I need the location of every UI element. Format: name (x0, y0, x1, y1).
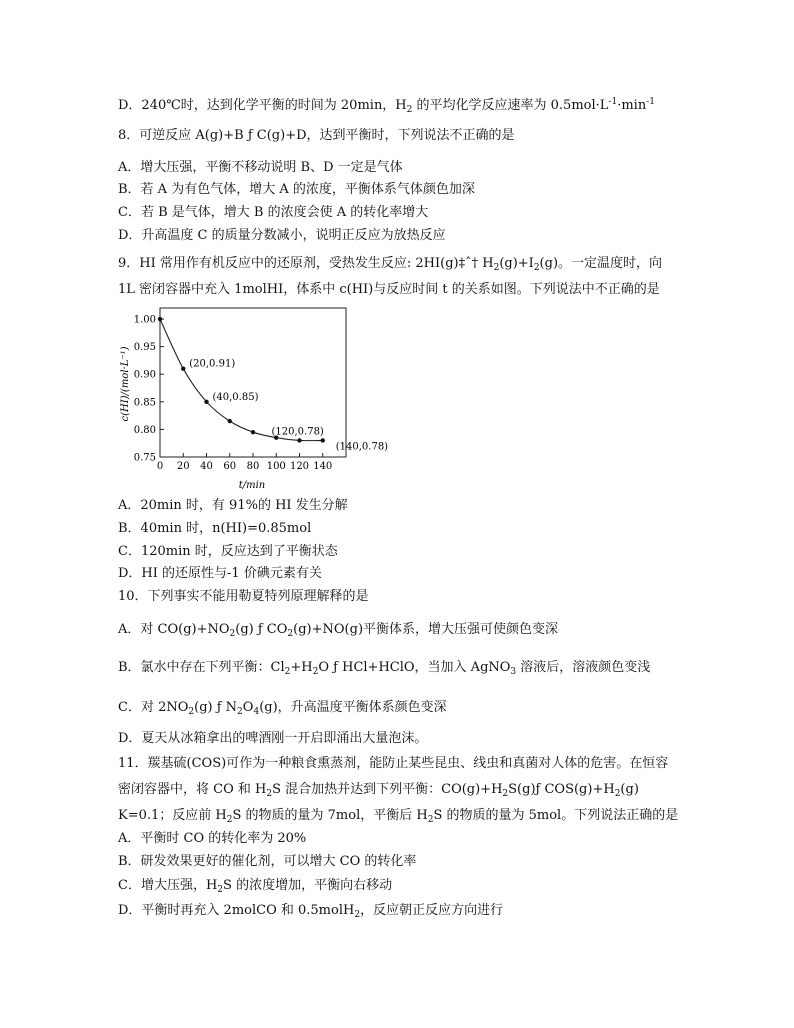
text: O ƒ HCl+HClO，当加入 AgNO (318, 660, 511, 675)
x-tick-label: 140 (313, 461, 333, 472)
x-tick-label: 40 (200, 461, 213, 472)
point-annotation: (40,0.85) (212, 391, 259, 403)
text: 的平均化学反应速率为 0.5mol·L (412, 98, 609, 113)
x-tick-label: 20 (176, 461, 190, 472)
text: 溶液后，溶液颜色变浅 (516, 660, 651, 675)
sub: 2 (217, 885, 224, 895)
data-point (204, 400, 208, 404)
option-d-240 (118, 94, 655, 118)
sub: 2 (427, 815, 434, 825)
sub: 2 (229, 629, 236, 639)
data-point (181, 367, 185, 371)
question-8: 8．可逆反应 A(g)+B ƒ C(g)+D，达到平衡时，下列说法不正确的是 (118, 128, 515, 143)
q8-option-c: C．若 B 是气体，增大 B 的浓度会使 A 的转化率增大 (118, 205, 429, 220)
text: 9．HI 常用作有机反应中的还原剂，受热发生反应: 2HI(g)‡ˆ† H (118, 256, 494, 271)
question-11-line2 (118, 782, 639, 802)
text: S 的物质的量为 7mol，平衡后 H (232, 808, 428, 823)
data-point (297, 438, 301, 442)
q10-option-c (118, 700, 447, 720)
sub: 2 (406, 105, 413, 115)
q9-option-d: D．HI 的还原性与-1 价碘元素有关 (118, 566, 322, 581)
y-tick-label: 0.90 (133, 369, 156, 381)
q8-option-d: D．升高温度 C 的质量分数减小，说明正反应为放热反应 (118, 228, 446, 243)
text: ·min (617, 98, 647, 113)
y-tick-label: 0.95 (133, 342, 156, 354)
y-tick-label: 0.75 (133, 452, 156, 464)
sub: 2 (312, 667, 319, 677)
text: O (242, 700, 254, 715)
x-tick-label: 0 (156, 461, 164, 472)
text: D．240℃时，达到化学平衡的时间为 20min，H (118, 98, 407, 113)
data-point (321, 438, 325, 442)
y-tick-label: 0.80 (133, 424, 156, 436)
q11-option-b: B．研发效果更好的催化剂，可以增大 CO 的转化率 (118, 854, 417, 869)
text: (g) ƒ CO (235, 622, 288, 637)
text: (g)，升高温度平衡体系颜色变深 (259, 700, 447, 715)
text: (g) (620, 782, 639, 797)
text: (g) ƒ N (194, 700, 238, 715)
text: (g)。一定温度时，向 (539, 256, 663, 271)
text: C．对 2NO (118, 700, 189, 715)
text: S(g)ƒ COS(g)+H (508, 782, 615, 797)
text: +H (290, 660, 313, 675)
point-annotation: (20,0.91) (189, 358, 236, 370)
text: A．对 CO(g)+NO (118, 622, 230, 637)
text: D．平衡时再充入 2molCO 和 0.5molH (118, 903, 355, 918)
sub: 2 (284, 667, 291, 677)
text: K=0.1；反应前 H (118, 808, 227, 823)
q11-option-a: A．平衡时 CO 的转化率为 20% (118, 831, 307, 846)
question-11-line3 (118, 808, 678, 828)
question-9-line1 (118, 256, 662, 276)
question-10: 10．下列事实不能用勒夏特列原理解释的是 (118, 589, 369, 604)
sub: 2 (493, 263, 500, 273)
text: (g)+NO(g)平衡体系，增大压强可使颜色变深 (293, 622, 559, 637)
x-tick-label: 80 (246, 461, 260, 472)
x-tick-label: 60 (223, 461, 237, 472)
data-point (158, 317, 162, 321)
x-tick-label: 100 (266, 461, 286, 472)
sub: 2 (614, 789, 621, 799)
sub: 2 (502, 789, 509, 799)
q11-option-c (118, 878, 392, 898)
sup: -1 (646, 97, 655, 107)
q10-option-b (118, 660, 650, 680)
series-line (160, 319, 323, 441)
q9-option-c: C．120min 时，反应达到了平衡状态 (118, 544, 338, 559)
text: (g)+I (499, 256, 534, 271)
text: ，反应朝正反应方向进行 (360, 903, 504, 918)
sub: 2 (533, 263, 540, 273)
sub: 2 (237, 707, 243, 717)
q9-option-b: B．40min 时，n(HI)=0.85mol (118, 521, 312, 536)
data-point (251, 430, 255, 434)
sub: 3 (510, 667, 517, 677)
q9-option-a: A．20min 时，有 91%的 HI 发生分解 (118, 498, 348, 513)
y-ticks (134, 315, 164, 464)
text: B．氯水中存在下列平衡：Cl (118, 660, 285, 675)
text: S 混合加热并达到下列平衡：CO(g)+H (272, 782, 503, 797)
data-point (228, 419, 232, 423)
question-9-line2: 1L 密闭容器中充入 1molHI，体系中 c(HI)与反应时间 t 的关系如图。下列说法中不正确的是 (118, 282, 660, 297)
sub: 2 (266, 789, 273, 799)
point-annotation: (140,0.78) (335, 441, 389, 453)
sub: 2 (188, 707, 195, 717)
x-ticks (157, 453, 332, 472)
point-annotation: (120,0.78) (271, 426, 324, 438)
text: S 的浓度增加，平衡向右移动 (223, 878, 393, 893)
sup: -1 (608, 97, 618, 107)
q10-option-a (118, 622, 558, 642)
x-tick-label: 120 (289, 461, 310, 472)
x-axis-label: t/min (238, 480, 266, 491)
q11-option-d (118, 903, 503, 923)
y-tick-label: 1.00 (133, 314, 156, 326)
y-tick-label: 0.85 (133, 397, 156, 409)
sub: 2 (287, 629, 294, 639)
sub: 2 (354, 910, 361, 920)
annotations (189, 359, 388, 453)
q8-option-b: B．若 A 为有色气体，增大 A 的浓度，平衡体系气体颜色加深 (118, 182, 475, 197)
hi-concentration-chart (112, 304, 389, 494)
q10-option-d: D．夏天从冰箱拿出的啤酒刚一开启即涌出大量泡沫。 (118, 731, 428, 746)
text: 密闭容器中，将 CO 和 H (118, 782, 267, 797)
q8-option-a: A．增大压强，平衡不移动说明 B、D 一定是气体 (118, 160, 403, 175)
sub: 4 (253, 707, 260, 717)
sub: 2 (226, 815, 233, 825)
y-axis-label: c(HI)/(mol·L⁻¹) (120, 346, 131, 422)
text: C．增大压强，H (118, 878, 218, 893)
data-points (158, 317, 325, 443)
text: S 的物质的量为 5mol。下列说法正确的是 (433, 808, 679, 823)
question-11-line1: 11．羰基硫(COS)可作为一种粮食熏蒸剂，能防止某些昆虫、线虫和真菌对人体的危害。在恒容 (118, 756, 669, 771)
